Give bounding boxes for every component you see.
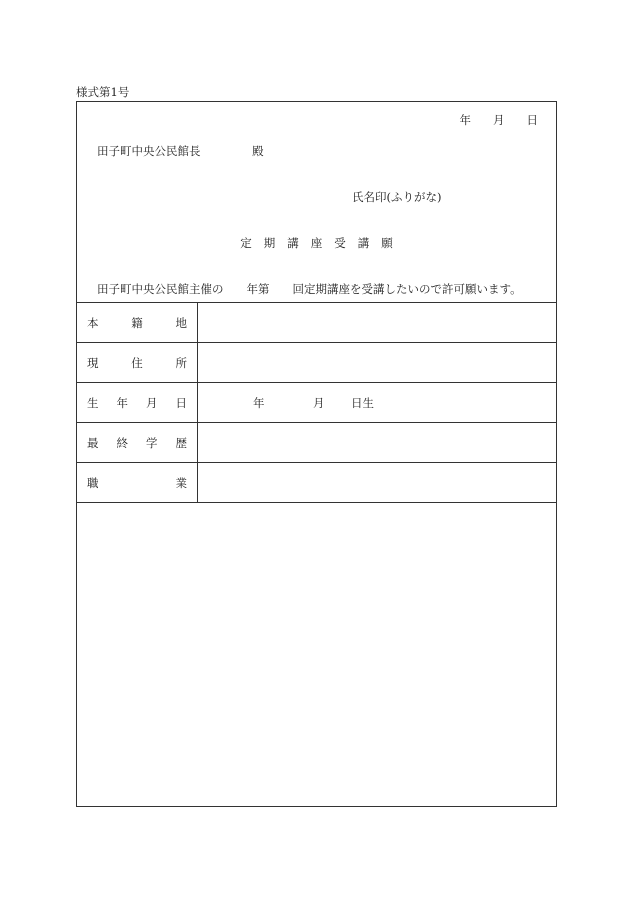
table-row (77, 303, 556, 343)
addressee (97, 143, 264, 159)
addressee-name: 田子町中央公民館長 (97, 144, 201, 158)
table-row (77, 463, 556, 503)
birthdate-field[interactable] (198, 383, 556, 422)
label-birthdate: 生 年 月 日 (77, 383, 198, 422)
date-year-label: 年 (459, 113, 471, 127)
applicant-info-table (77, 302, 556, 503)
applicant-name-seal-label: 氏名印(ふりがな) (352, 190, 442, 204)
education-field[interactable] (198, 423, 556, 462)
table-row (77, 343, 556, 383)
birth-day-label: 日生 (351, 395, 374, 410)
label-address: 現 住 所 (77, 343, 198, 382)
label-education: 最 終 学 歴 (77, 423, 198, 462)
date-line (460, 112, 539, 128)
date-month-label: 月 (493, 113, 505, 127)
addressee-honorific: 殿 (252, 144, 264, 158)
form-number: 様式第1号 (76, 85, 130, 99)
application-statement: 田子町中央公民館主催の 年第 回定期講座を受講したいので許可願います。 (97, 282, 522, 296)
application-form (76, 101, 557, 807)
label-occupation: 職 業 (77, 463, 198, 502)
date-day-label: 日 (526, 113, 538, 127)
form-title: 定期講座受講願 (240, 236, 405, 250)
birth-year-label: 年 (253, 395, 265, 410)
table-row (77, 423, 556, 463)
birth-month-label: 月 (313, 395, 325, 410)
label-domicile: 本 籍 地 (77, 303, 198, 342)
domicile-field[interactable] (198, 303, 556, 342)
table-row (77, 383, 556, 423)
address-field[interactable] (198, 343, 556, 382)
occupation-field[interactable] (198, 463, 556, 502)
